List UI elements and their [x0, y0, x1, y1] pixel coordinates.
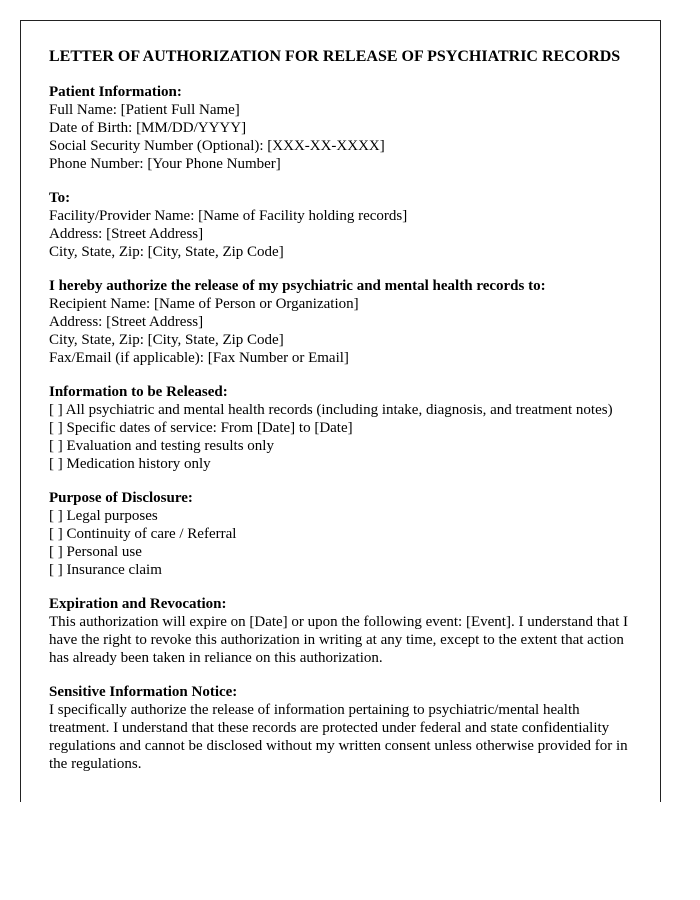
sensitive-information-heading: Sensitive Information Notice: [49, 684, 238, 700]
patient-ssn: Social Security Number (Optional): [XXX-XX-XXXX] [49, 138, 385, 154]
patient-phone: Phone Number: [Your Phone Number] [49, 156, 281, 172]
checkbox-item-all-records: [ ] All psychiatric and mental health records (including intake, diagnosis, and treatment notes) [49, 402, 613, 418]
checkbox-item-insurance-claim: [ ] Insurance claim [49, 562, 162, 578]
patient-full-name: Full Name: [Patient Full Name] [49, 102, 240, 118]
recipient-heading: I hereby authorize the release of my psychiatric and mental health records to: [49, 278, 546, 294]
expiration-section [49, 595, 632, 667]
sensitive-information-text: I specifically authorize the release of information pertaining to psychiatric/mental health treatment. I understand that these records are protected under federal and state confidentiality regulations and cannot be disclosed without my written consent unless otherwise provided for in the regulations. [49, 702, 628, 772]
patient-information-section [49, 83, 632, 173]
checkbox-item-personal-use: [ ] Personal use [49, 544, 142, 560]
checkbox-item-legal-purposes: [ ] Legal purposes [49, 508, 158, 524]
patient-date-of-birth: Date of Birth: [MM/DD/YYYY] [49, 120, 247, 136]
information-released-section [49, 383, 632, 473]
checkbox-item-medication-history: [ ] Medication history only [49, 456, 211, 472]
expiration-heading: Expiration and Revocation: [49, 596, 227, 612]
recipient-fax-email: Fax/Email (if applicable): [Fax Number or Email] [49, 350, 349, 366]
to-heading: To: [49, 190, 71, 206]
facility-name: Facility/Provider Name: [Name of Facility holding records] [49, 208, 408, 224]
to-section [49, 189, 632, 261]
document-title: LETTER OF AUTHORIZATION FOR RELEASE OF PSYCHIATRIC RECORDS [49, 48, 621, 65]
checkbox-item-specific-dates: [ ] Specific dates of service: From [Date] to [Date] [49, 420, 353, 436]
checkbox-item-evaluation-results: [ ] Evaluation and testing results only [49, 438, 274, 454]
sensitive-information-section [49, 683, 632, 773]
recipient-address: Address: [Street Address] [49, 314, 204, 330]
purpose-heading: Purpose of Disclosure: [49, 490, 193, 506]
facility-city-state-zip: City, State, Zip: [City, State, Zip Code] [49, 244, 284, 260]
recipient-city-state-zip: City, State, Zip: [City, State, Zip Code] [49, 332, 284, 348]
recipient-name: Recipient Name: [Name of Person or Organization] [49, 296, 359, 312]
information-released-heading: Information to be Released: [49, 384, 228, 400]
purpose-section [49, 489, 632, 579]
recipient-section [49, 277, 632, 367]
expiration-text: This authorization will expire on [Date] or upon the following event: [Event]. I understand that I have the right to revoke this authorization in writing at any time, except to the extent that action has already been taken in reliance on this authorization. [49, 614, 629, 666]
facility-address: Address: [Street Address] [49, 226, 204, 242]
patient-information-heading: Patient Information: [49, 84, 182, 100]
document-page [20, 20, 661, 802]
checkbox-item-continuity-of-care: [ ] Continuity of care / Referral [49, 526, 237, 542]
